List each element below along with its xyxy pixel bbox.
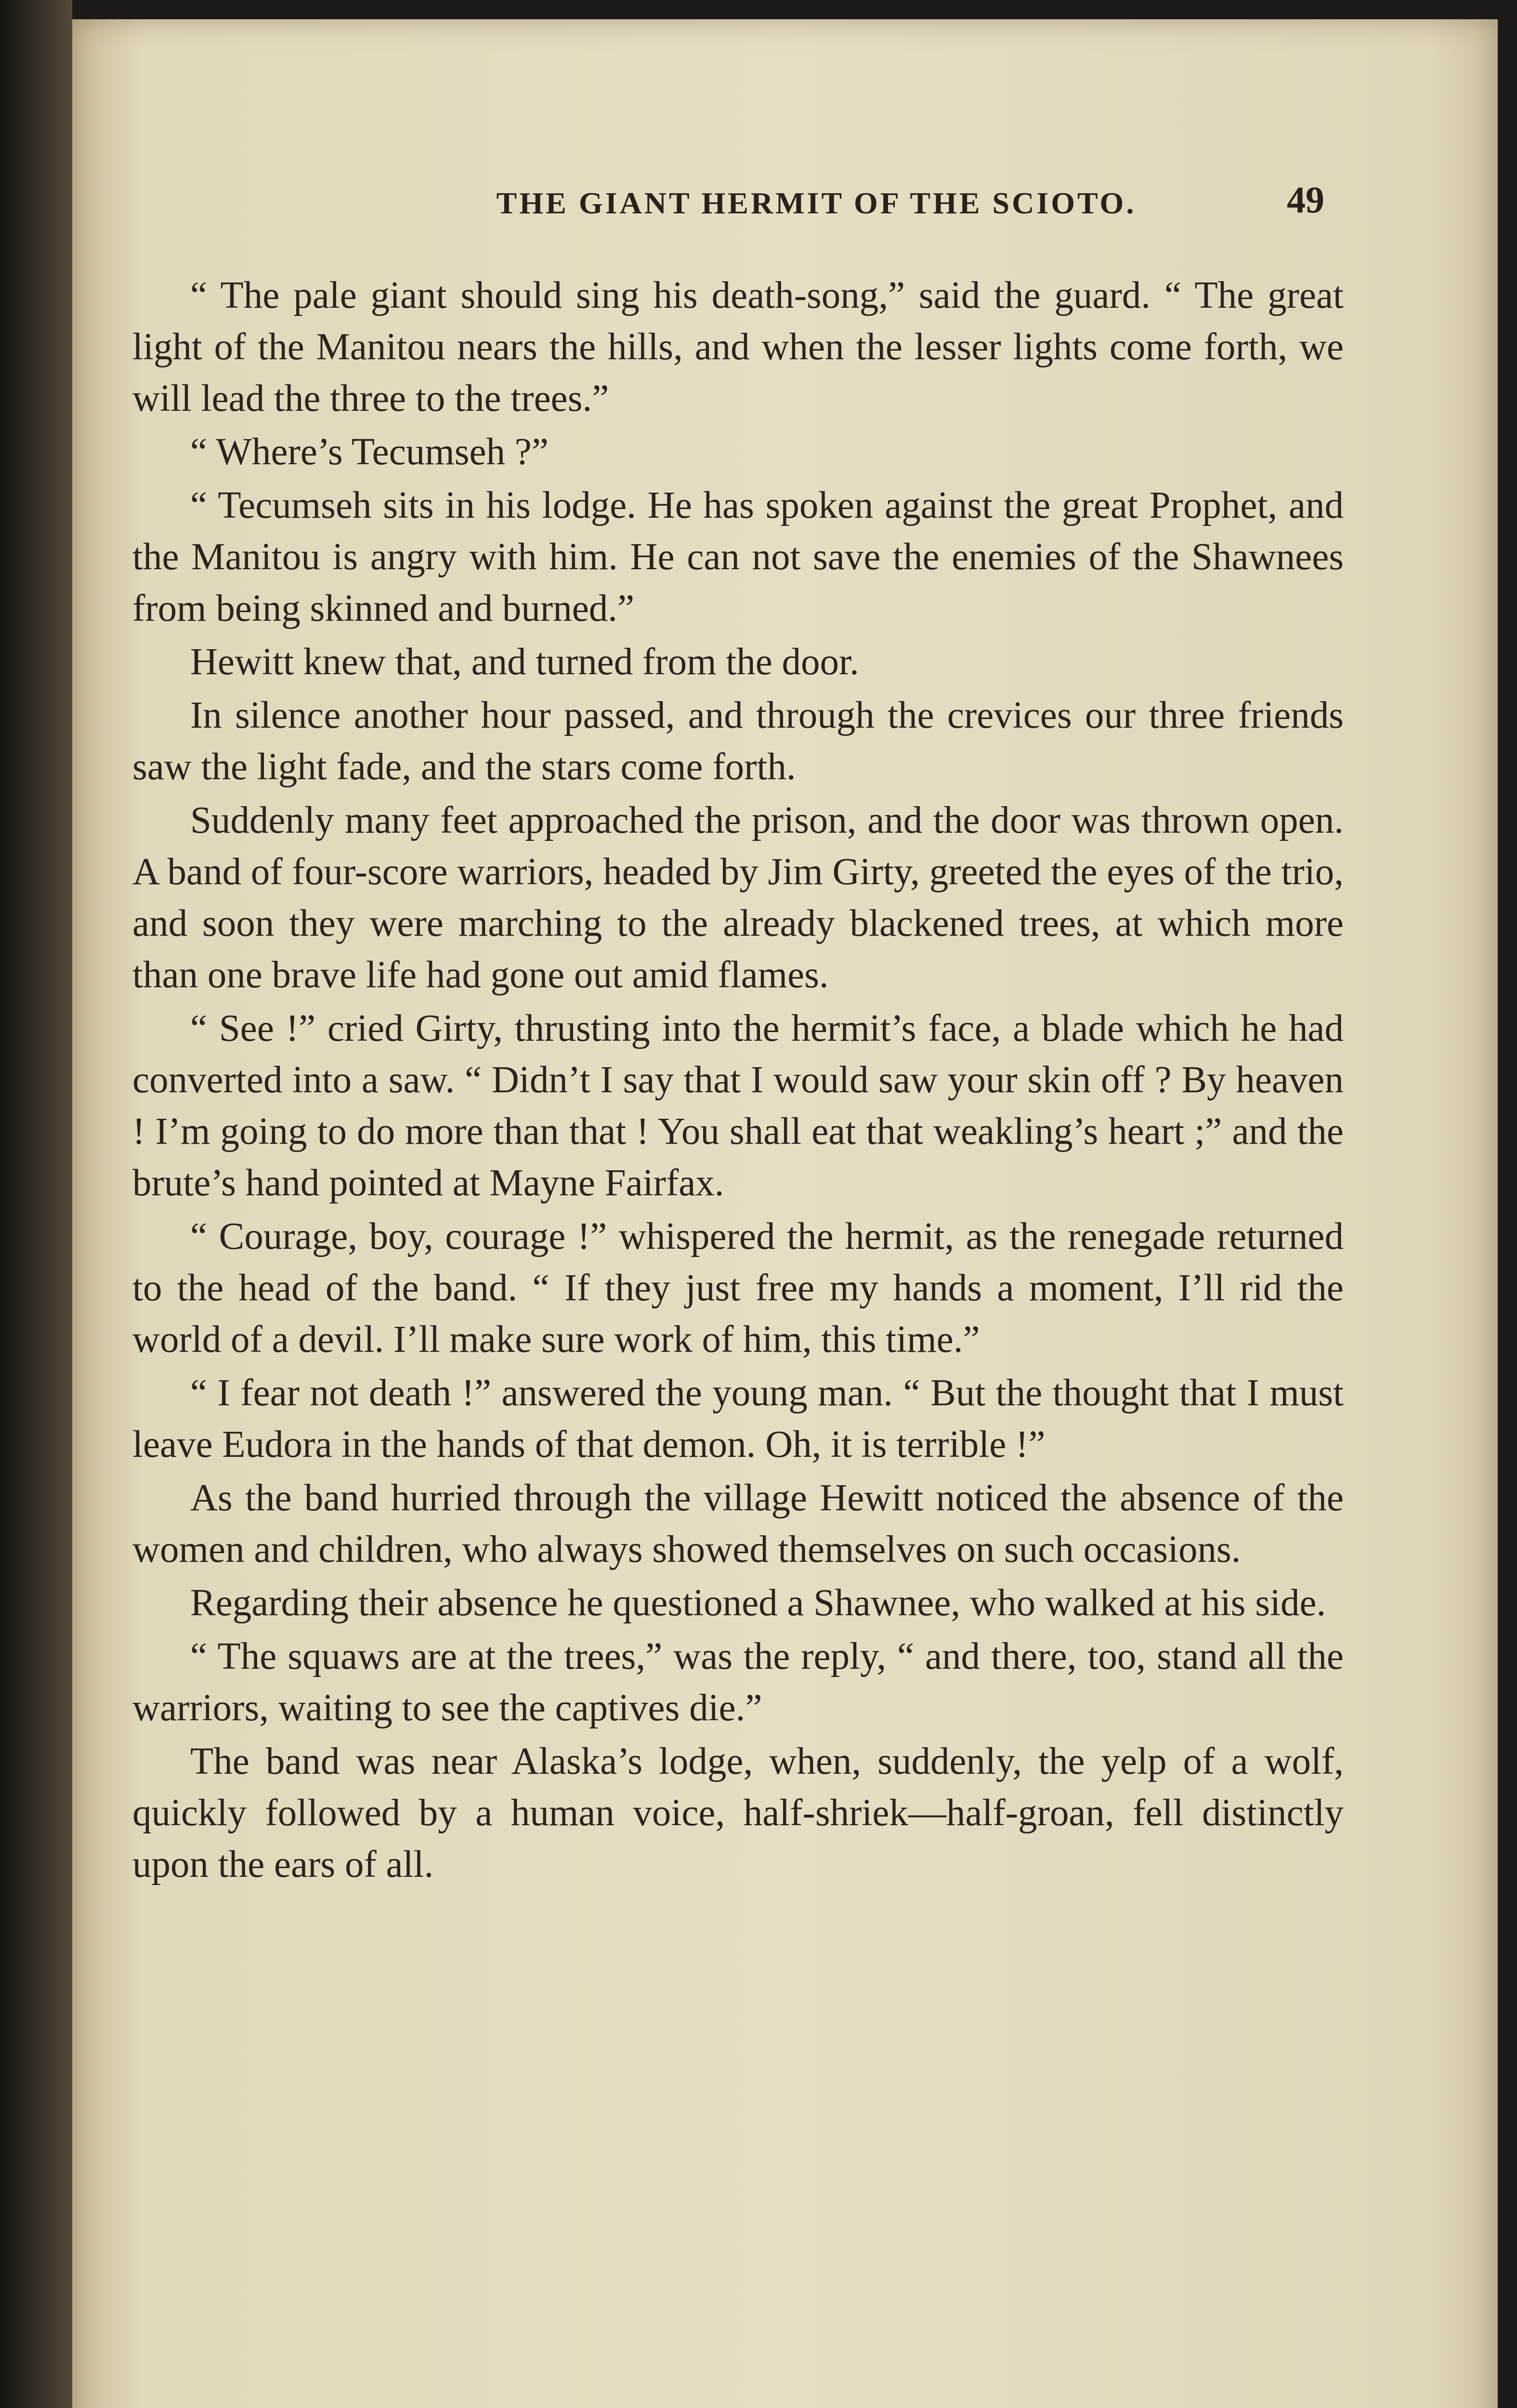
paragraph: “ I fear not death !” answered the young man. “ But the thought that I must leave Eudora in the hands of that demon. Oh, it is terrible !” [132, 1372, 1344, 1466]
paragraph: Hewitt knew that, and turned from the door. [190, 641, 859, 683]
paragraph: “ The squaws are at the trees,” was the reply, “ and there, too, stand all the warriors, waiting to see the captives die.” [132, 1636, 1344, 1729]
paragraph: Regarding their absence he questioned a Shawnee, who walked at his side. [190, 1582, 1326, 1624]
paragraph: “ Courage, boy, courage !” whispered the hermit, as the renegade returned to the head of the band. “ If they just free my hands a moment, I’ll rid the world of a devil. I’ll make sure work of him, this time.” [132, 1216, 1344, 1361]
running-head: THE GIANT HERMIT OF THE SCIOTO. [496, 186, 1137, 220]
paragraph: As the band hurried through the village Hewitt noticed the absence of the women and children, who always showed themselves on such occasions. [132, 1477, 1344, 1570]
paragraph: The band was near Alaska’s lodge, when, suddenly, the yelp of a wolf, quickly followed by a human voice, half-shriek—half-groan, fell distinctly upon the ears of all. [132, 1741, 1344, 1885]
paragraph: “ Tecumseh sits in his lodge. He has spoken against the great Prophet, and the Manitou is angry with him. He can not save the enemies of the Shawnees from being skinned and burned.” [132, 484, 1344, 629]
paragraph: In silence another hour passed, and through the crevices our three friends saw the light fade, and the stars come forth. [132, 694, 1344, 788]
paragraph: Suddenly many feet approached the prison, and the door was thrown open. A band of four-score warriors, headed by Jim Girty, greeted the eyes of the trio, and soon they were marching to the already blackened trees, at which more than one brave life had gone out amid flames. [132, 799, 1344, 996]
body-text [132, 270, 1344, 1890]
paragraph: “ Where’s Tecumseh ?” [190, 431, 549, 473]
book-gutter [0, 0, 72, 2408]
paragraph: “ See !” cried Girty, thrusting into the hermit’s face, a blade which he had converted into a saw. “ Didn’t I say that I would saw your skin off ? By heaven ! I’m going to do more than that ! You shall eat that weakling’s heart ;” and the brute’s hand pointed at Mayne Fairfax. [132, 1008, 1344, 1204]
paragraph: “ The pale giant should sing his death-song,” said the guard. “ The great light of the Manitou nears the hills, and when the lesser lights come forth, we will lead the three to the trees.” [132, 275, 1344, 419]
page-number: 49 [1287, 179, 1324, 221]
